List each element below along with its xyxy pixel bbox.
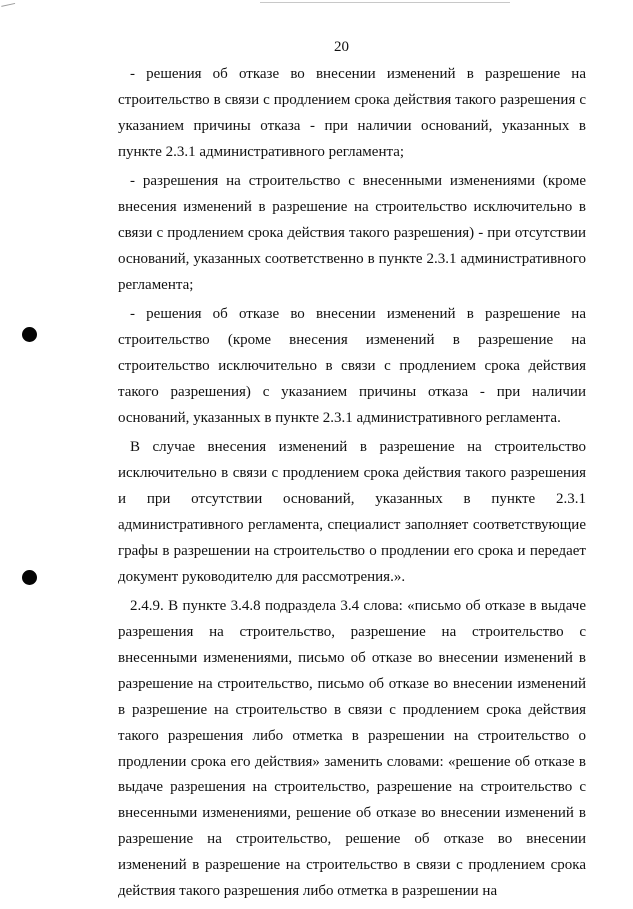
paragraph-refusal-changes: - решения об отказе во внесении изменений в разрешение на строительство (кроме внесения изменений в разрешение на строительство исключительно в связи с продлением срока действия такого разрешения) с указанием причины отказа - при наличии оснований, указанных в пункте 2.3.1 административного регламента. xyxy=(118,306,586,426)
page-number: 20 xyxy=(334,39,349,55)
paragraph-refusal-extension: - решения об отказе во внесении изменений в разрешение на строительство в связи с продлением срока действия такого разрешения с указанием причины отказа - при наличии оснований, указанных в пункте 2.3.1 административного регламента; xyxy=(118,66,586,160)
binder-hole-top xyxy=(22,327,37,342)
paragraph-clause-2-4-9: 2.4.9. В пункте 3.4.8 подраздела 3.4 слова: «письмо об отказе в выдаче разрешения на строительство, разрешение на строительство с внесенными изменениями, письмо об отказе во внесении изменений в разрешение на строительство, письмо об отказе во внесении изменений в разрешение на строительство в связи с продлением срока действия такого разрешения либо отметка в разрешении на строительство о продлении срока его действия» заменить словами: «решение об отказе в выдаче разрешения на строительство, разрешение на строительство с внесенными изменениями, решение об отказе во внесении изменений в разрешение на строительство, решение об отказе во внесении изменений в разрешение на строительство в связи с продлением срока действия такого разрешения либо отметка в разрешении на xyxy=(118,598,586,900)
paragraph-permit-with-changes: - разрешения на строительство с внесенными изменениями (кроме внесения изменений в разрешение на строительство исключительно в связи с продлением срока действия такого разрешения) - при отсутствии оснований, указанных соответственно в пункте 2.3.1 административного регламента; xyxy=(118,173,586,293)
document-body xyxy=(118,62,586,909)
scan-edge-line xyxy=(260,2,510,3)
binder-hole-bottom xyxy=(22,570,37,585)
paragraph-extension-case: В случае внесения изменений в разрешение на строительство исключительно в связи с продлением срока действия такого разрешения и при отсутствии оснований, указанных в пункте 2.3.1 административного регламента, специалист заполняет соответствующие графы в разрешении на строительство о продлении его срока и передает документ руководителю для рассмотрения.». xyxy=(118,439,586,585)
scan-corner-mark xyxy=(0,0,15,7)
